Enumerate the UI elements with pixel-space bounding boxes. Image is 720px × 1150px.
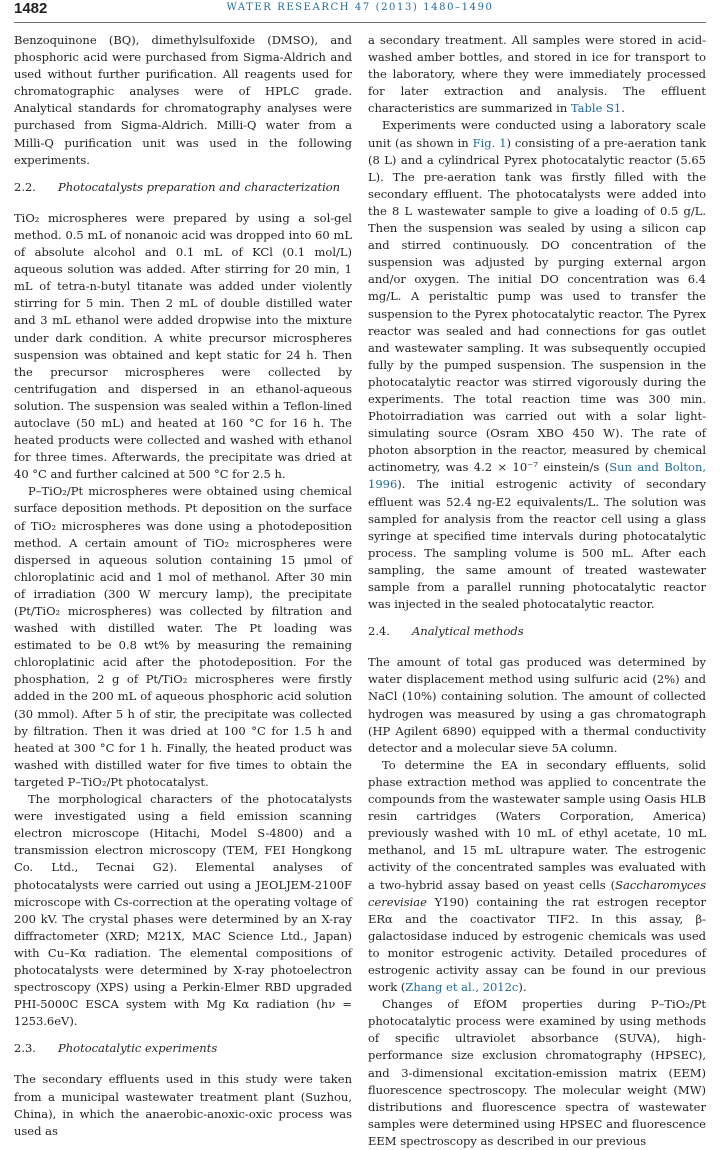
right-column — [368, 32, 706, 1150]
paragraph-efom-properties: Changes of EfOM properties during P–TiO₂/Pt photocatalytic process were examined by using methods of specific ultraviolet absorbance (SUVA), high-performance size exclusion chromatography (HPSEC), and 3-dimensional excitation-emission matrix (EEM) fluorescence spectroscopy. The molecular weight (MW) distributions and fluorescence spectra of wastewater samples were determined using HPSEC and fluorescence EEM spectroscopy as described in our previous — [368, 997, 706, 1148]
text-run: ) consisting of a pre-aeration tank (8 L) and a cylindrical Pyrex photocatalytic reactor (5.65 L). The pre-aeration tank was firstly filled with the secondary effluent. The photocatalysts were added into the 8 L wastewater sample to give a loading of 0.5 g/L. Then the suspension was sealed by using a silicon cap and stirred continuously. DO concentration of the suspension was adjusted by purging external argon and/or oxygen. The initial DO concentration was 6.4 mg/L. A peristaltic pump was used to transfer the suspension to the Pyrex photocatalytic reactor. The Pyrex reactor was sealed and had connections for gas outlet and wastewater sampling. It was subsequently occupied fully by the pumped suspension. The suspension in the photocatalytic reactor was stirred vigorously during the experiments. The total reaction time was 300 min. Photoirradiation was carried out with a solar light-simulating source (Osram XBO 450 W). The rate of photon absorption in the reactor, measured by chemical actinometry, was 4.2 × 10⁻⁷ einstein/s ( — [368, 135, 707, 475]
paragraph-gas-analysis: The amount of total gas produced was determined by water displacement method using sulfuric acid (2%) and NaCl (10%) containing solution. The amount of collected hydrogen was measured by using a gas chromatograph (HP Agilent 6890) equipped with a thermal conductivity detector and a molecular sieve 5A column. — [368, 655, 706, 755]
text-run: a secondary treatment. All samples were stored in acid-washed amber bottles, and stored in ice for transport to the laboratory, where they were immediately processed for later extraction and analysis. The effluent characteristics are summarized in — [368, 33, 706, 116]
page-number: 1482 — [14, 0, 48, 17]
paragraph-reagents: Benzoquinone (BQ), dimethylsulfoxide (DMSO), and phosphoric acid were purchased from Sigma-Aldrich and used without further purification. All reagents used for chromatographic analyses were of HPLC grade. Analytical standards for chromatography analyses were purchased from Sigma-Aldrich. Milli-Q water from a Milli-Q purification unit was used in the following experiments. — [14, 33, 352, 167]
section-title: Photocatalysts preparation and characterization — [58, 179, 341, 194]
species-name: Saccharomyces cerevisiae — [368, 877, 706, 909]
citation-sun-bolton-link[interactable]: Sun and Bolton, 1996 — [368, 460, 707, 492]
running-head: WATER RESEARCH 47 (2013) 1480–1490 — [226, 2, 494, 13]
paragraph-tio2-preparation: TiO₂ microspheres were prepared by using a sol-gel method. 0.5 mL of nonanoic acid was dropped into 60 mL of absolute alcohol and 0.1 mL of KCl (0.1 mol/L) aqueous solution was added. After stirring for 20 min, 1 mL of tetra-n-butyl titanate was added under violently stirring for 5 min. Then 2 mL of double distilled water and 3 mL ethanol were added dropwise into the mixture under dark condition. A white precursor microspheres suspension was obtained and kept static for 24 h. Then the precursor microspheres were collected by centrifugation and dispersed in an ethanol-aqueous solution. The suspension was sealed within a Teflon-lined autoclave (50 mL) and heated at 160 °C for 16 h. The heated products were collected and washed with ethanol for three times. Afterwards, the precipitate was dried at 40 °C and further calcined at 500 °C for 2.5 h. — [14, 210, 352, 482]
text-run: Experiments were conducted using a laboratory scale unit (as shown in — [368, 118, 706, 150]
paragraph-characterization: The morphological characters of the photocatalysts were investigated using a field emission scanning electron microscope (Hitachi, Model S-4800) and a transmission electron microscopy (TEM, FEI Hongkong Co. Ltd., Tecnai G2). Elemental analyses of photocatalysts were carried out using a JEOLJEM-2100F microscope with Cs-correction at the operating voltage of 200 kV. The crystal phases were determined by an X-ray diffractometer (XRD; M21X, MAC Science Ltd., Japan) with Cu–Kα radiation. The elemental compositions of photocatalysts were determined by X-ray photoelectron spectroscopy (XPS) using a Perkin-Elmer RBD upgraded PHI-5000C ESCA system with Mg Kα radiation (hν = 1253.6eV). — [14, 792, 352, 1029]
section-title: Photocatalytic experiments — [58, 1041, 218, 1056]
section-title: Analytical methods — [412, 624, 524, 639]
header-rule — [14, 22, 706, 23]
text-run: . — [621, 101, 625, 116]
section-number: 2.4. — [368, 624, 390, 639]
paragraph-experiments — [368, 117, 706, 613]
section-heading-2-4 — [368, 623, 706, 640]
table-s1-link[interactable]: Table S1 — [570, 101, 622, 116]
text-run: ). — [518, 980, 527, 995]
paragraph-secondary-treatment — [368, 32, 706, 117]
paragraph-effluents: The secondary effluents used in this study were taken from a municipal wastewater treatment plant (Suzhou, China), in which the anaerobic-anoxic-oxic process was used as — [14, 1072, 352, 1138]
paragraph-estrogenic-activity — [368, 757, 706, 996]
fig-1-link[interactable]: Fig. 1 — [472, 135, 507, 150]
section-number: 2.2. — [14, 179, 36, 194]
text-run: Y190) containing the rat estrogen receptor ERα and the coactivator TIF2. In this assay, β-galactosidase induced by estrogenic chemicals was used to monitor estrogenic activity. Detailed procedures of estrogenic activity assay can be found in our previous work ( — [368, 894, 706, 995]
citation-zhang-link[interactable]: Zhang et al., 2012c — [405, 980, 519, 995]
left-column — [14, 32, 352, 1140]
paragraph-pt-deposition: P–TiO₂/Pt microspheres were obtained using chemical surface deposition methods. Pt deposition on the surface of TiO₂ microspheres was done using a photodeposition method. A certain amount of TiO₂ microspheres were dispersed in aqueous solution containing 15 μmol of chloroplatinic acid and 1 mol of methanol. After 30 min of irradiation (300 W mercury lamp), the precipitate (Pt/TiO₂ microspheres) was collected by filtration and washed with distilled water. The Pt loading was estimated to be 0.8 wt% by measuring the remaining chloroplatinic acid after the photodeposition. For the phosphation, 2 g of Pt/TiO₂ microspheres were firstly added in the 200 mL of aqueous phosphoric acid solution (30 mmol). After 5 h of stir, the precipitate was collected by filtration. Then it was dried at 100 °C for 1.5 h and heated at 300 °C for 1 h. Finally, the heated product was washed with distilled water for five times to obtain the targeted P–TiO₂/Pt photocatalyst. — [14, 484, 352, 789]
text-run: To determine the EA in secondary effluents, solid phase extraction method was applied to concentrate the compounds from the wastewater sample using Oasis HLB resin cartridges (Waters Corporation, America) previously washed with 10 mL of ethyl acetate, 10 mL methanol, and 15 mL ultrapure water. The estrogenic activity of the concentrated samples was evaluated with a two-hybrid assay based on yeast cells ( — [368, 757, 706, 892]
section-heading-2-3 — [14, 1040, 352, 1057]
section-heading-2-2 — [14, 179, 352, 196]
text-run: ). The initial estrogenic activity of secondary effluent was 52.4 ng-E2 equivalents/L. The solution was sampled for analysis from the reactor cell using a glass syringe at specified time intervals during photocatalytic process. The sampling volume is 500 mL. After each sampling, the same amount of treated wastewater sample from a parallel running photocatalytic reactor was injected in the sealed photocatalytic reactor. — [368, 477, 706, 612]
section-number: 2.3. — [14, 1041, 36, 1056]
